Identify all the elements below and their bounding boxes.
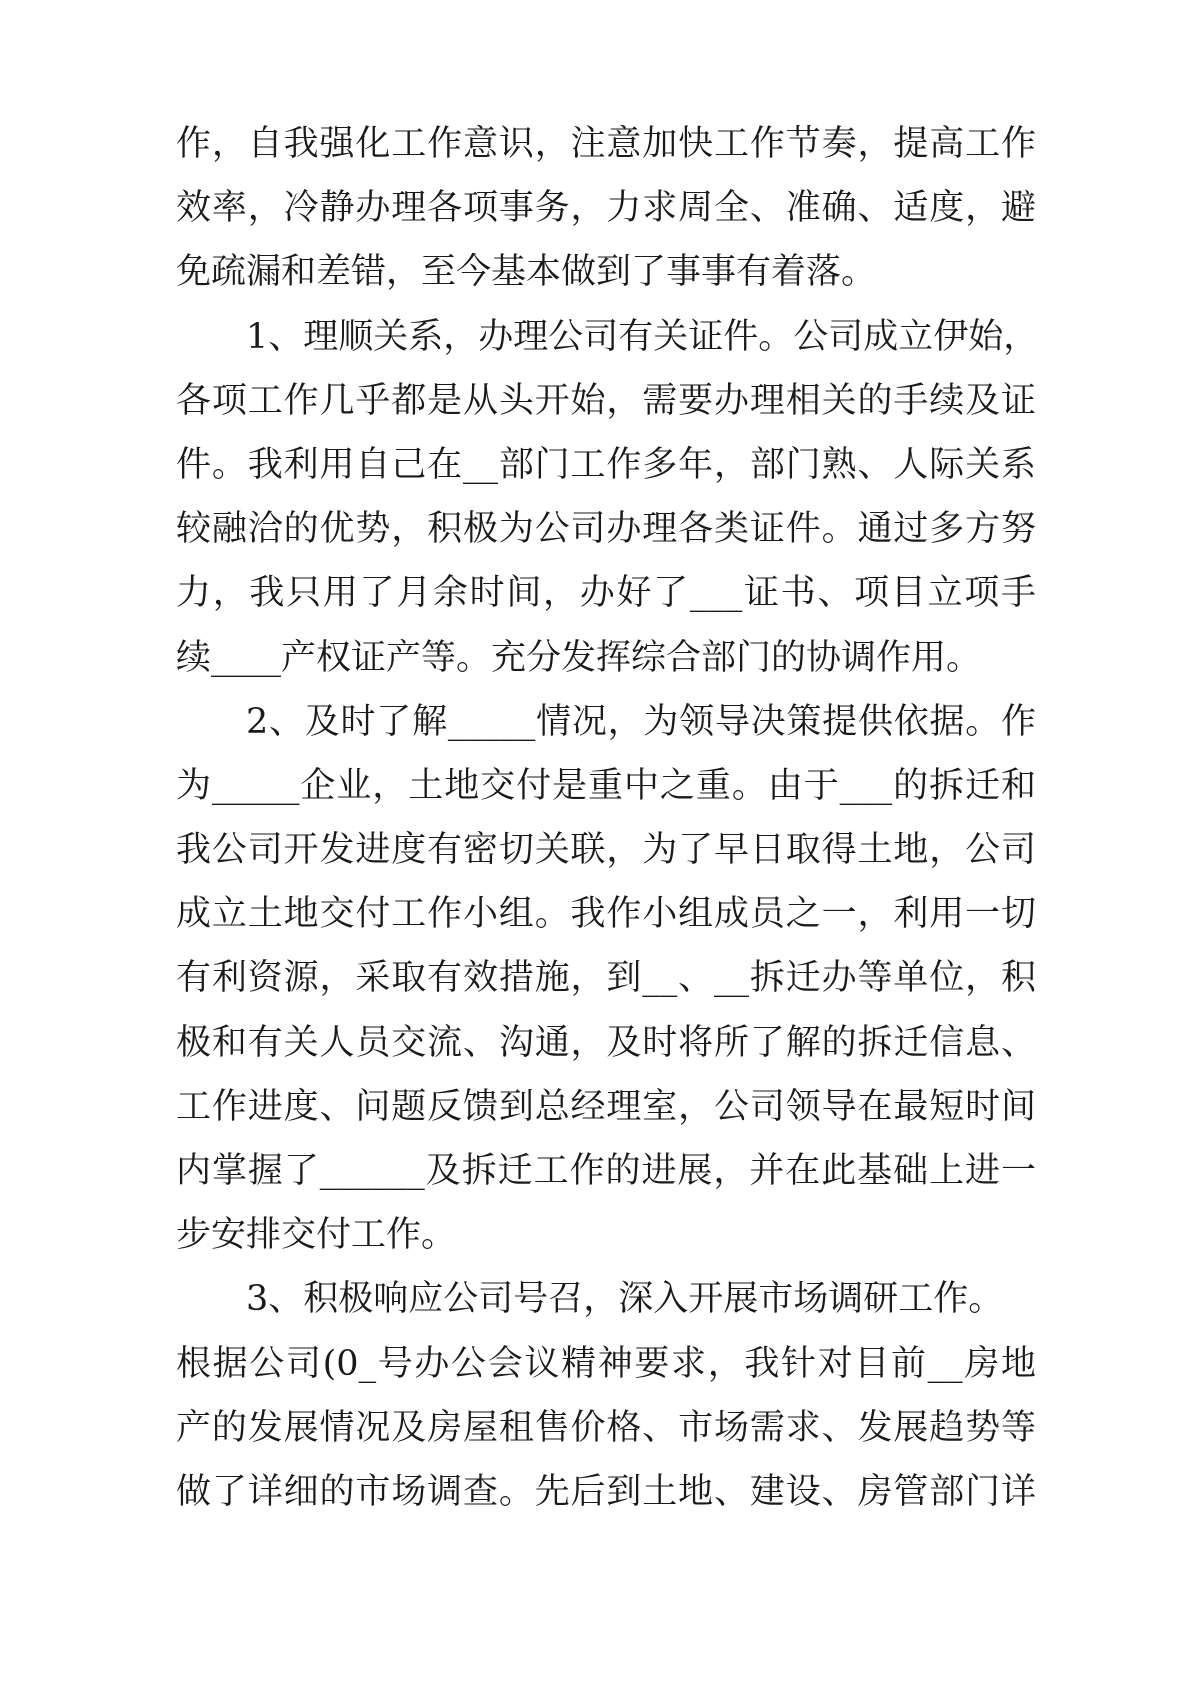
- paragraph-2-first-line: 2、及时了解_____情况，为领导决策提供依据。作: [246, 701, 1036, 742]
- text-line: 较融洽的优势，积极为公司办理各类证件。通过多方努: [176, 509, 1036, 550]
- text-line: 免疏漏和差错，至今基本做到了事事有着落。: [176, 252, 877, 293]
- text-line: 根据公司(0_号办公会议精神要求，我针对目前__房地: [176, 1343, 1036, 1384]
- text-line: 我公司开发进度有密切关联，为了早日取得土地，公司: [176, 830, 1036, 871]
- text-line: 内掌握了______及拆迁工作的进展，并在此基础上进一: [176, 1151, 1036, 1191]
- text-line: 件。我利用自己在__部门工作多年，部门熟、人际关系: [176, 444, 1036, 485]
- text-line: 成立土地交付工作小组。我作小组成员之一，利用一切: [176, 894, 1036, 935]
- text-line: 各项工作几乎都是从头开始，需要办理相关的手续及证: [176, 380, 1036, 421]
- text-line: 有利资源，采取有效措施，到__、__拆迁办等单位，积: [176, 958, 1036, 999]
- paragraph-3-first-line: 3、积极响应公司号召，深入开展市场调研工作。: [246, 1279, 1004, 1320]
- text-line: 步安排交付工作。: [176, 1215, 457, 1256]
- document-body: [176, 112, 1039, 1524]
- text-line: 工作进度、问题反馈到总经理室，公司领导在最短时间: [176, 1086, 1036, 1127]
- text-line: 为_____企业，土地交付是重中之重。由于___的拆迁和: [176, 765, 1036, 806]
- paragraph-1-first-line: 1、理顺关系，办理公司有关证件。公司成立伊始，: [246, 316, 1039, 357]
- text-line: 极和有关人员交流、沟通，及时将所了解的拆迁信息、: [176, 1022, 1036, 1063]
- text-line: 做了详细的市场调查。先后到土地、建设、房管部门详: [176, 1471, 1036, 1512]
- text-line: 效率，冷静办理各项事务，力求周全、准确、适度，避: [176, 188, 1036, 229]
- text-line: 作，自我强化工作意识，注意加快工作节奏，提高工作: [176, 124, 1036, 164]
- text-line: 续____产权证产等。充分发挥综合部门的协调作用。: [176, 637, 982, 678]
- text-line: 产的发展情况及房屋租售价格、市场需求、发展趋势等: [176, 1407, 1036, 1448]
- text-line: 力，我只用了月余时间，办好了___证书、项目立项手: [176, 573, 1036, 614]
